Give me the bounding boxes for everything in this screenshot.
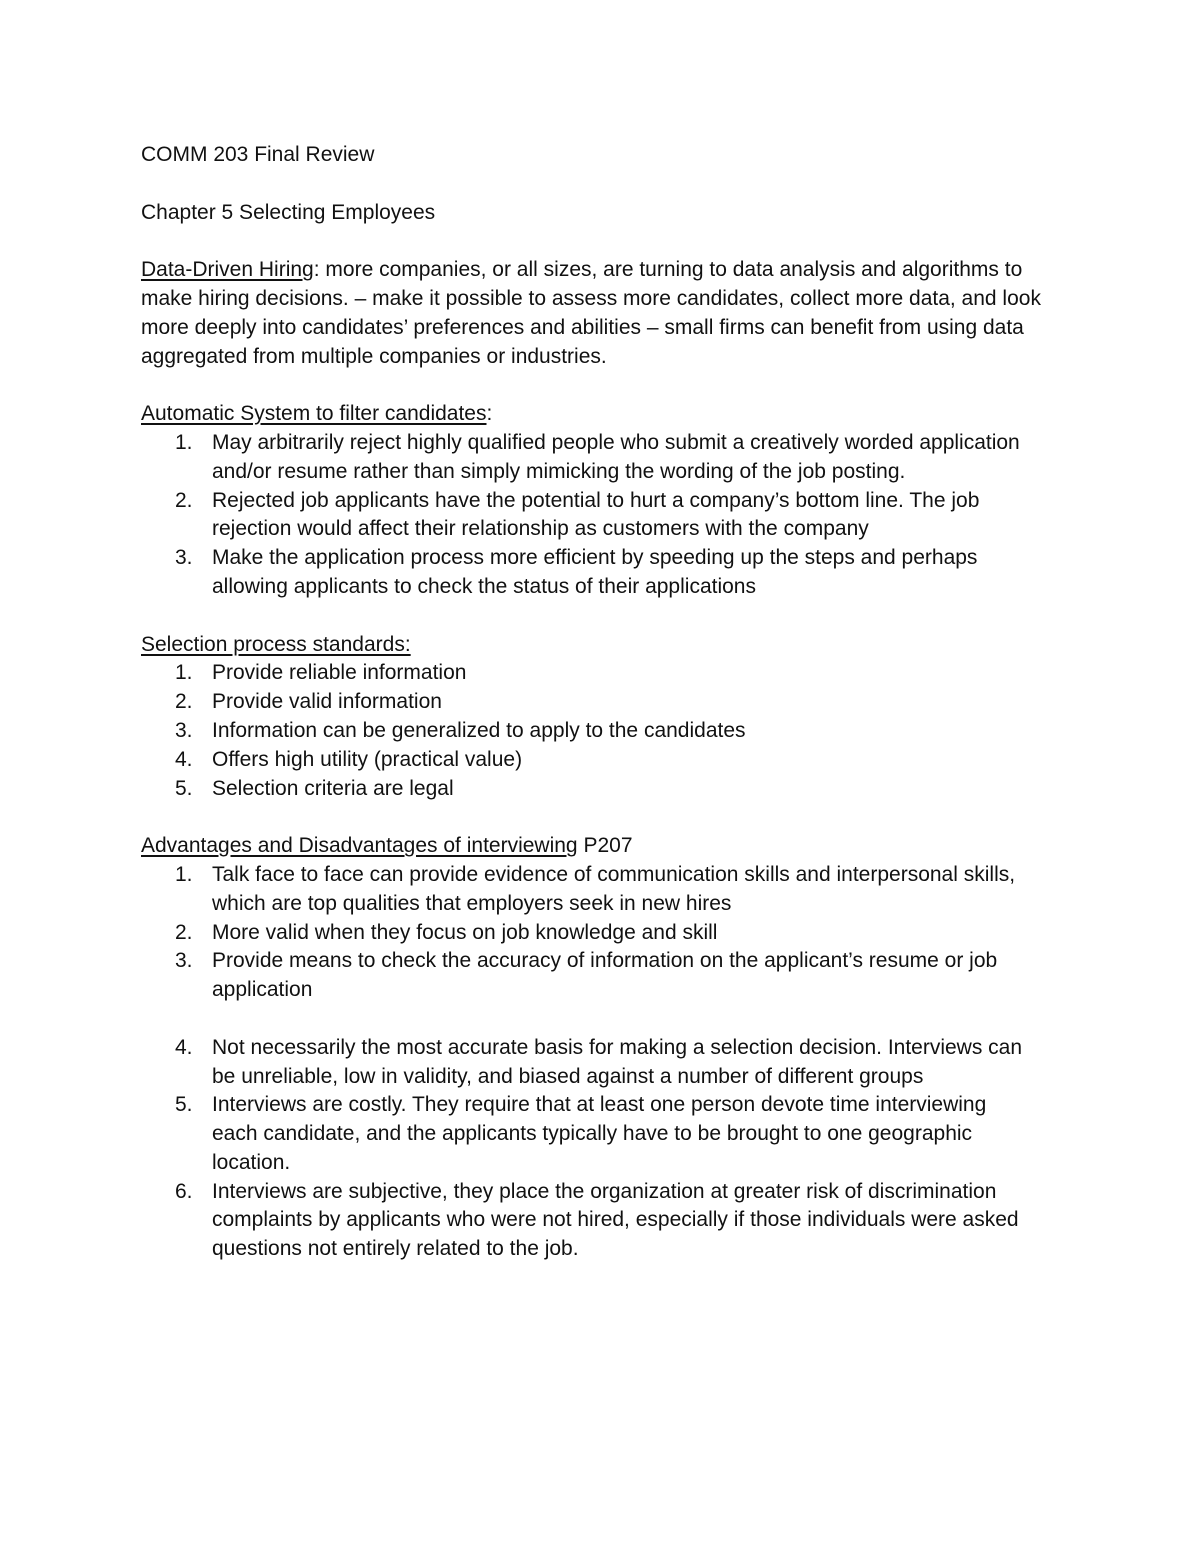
list-item-line: application: [212, 978, 313, 1002]
list-item-line: questions not entirely related to the job.: [212, 1237, 579, 1261]
data-driven-line-4: aggregated from multiple companies or industries.: [141, 344, 607, 368]
data-driven-hiring-section: [141, 256, 1071, 371]
list-item-line: May arbitrarily reject highly qualified people who submit a creatively worded application: [212, 430, 1020, 454]
automatic-system-list: [141, 429, 1071, 602]
list-item-line: More valid when they focus on job knowledge and skill: [212, 920, 718, 944]
list-item-line: which are top qualities that employers seek in new hires: [212, 891, 732, 915]
list-item-line: allowing applicants to check the status of their applications: [212, 574, 756, 598]
selection-standards-heading: Selection process standards:: [141, 632, 411, 656]
list-number: 6.: [175, 1179, 193, 1203]
list-item-line: rejection would affect their relationship as customers with the company: [212, 517, 869, 541]
list-item-line: Offers high utility (practical value): [212, 747, 523, 771]
interviewing-section: [141, 832, 1071, 1264]
data-driven-line-1: [141, 256, 1071, 285]
list-item: [141, 861, 1071, 919]
spacer: [141, 803, 1071, 832]
list-number: 1.: [175, 862, 193, 886]
list-number: 2.: [175, 488, 193, 512]
data-driven-text-1: more companies, or all sizes, are turning to data analysis and algorithms to: [319, 258, 1023, 282]
interviewing-heading: Advantages and Disadvantages of interviewing: [141, 834, 578, 858]
data-driven-line-2: make hiring decisions. – make it possible to assess more candidates, collect more data, and look: [141, 286, 1041, 310]
list-item-line: Not necessarily the most accurate basis for making a selection decision. Interviews can: [212, 1035, 1023, 1059]
list-item: [141, 659, 1071, 688]
list-item: [141, 1034, 1071, 1092]
list-number: 4.: [175, 1035, 193, 1059]
data-driven-line-3: more deeply into candidates’ preferences and abilities – small firms can benefit from using data: [141, 315, 1024, 339]
list-item-line: location.: [212, 1150, 291, 1174]
list-item: [141, 1178, 1071, 1264]
list-number: 2.: [175, 690, 193, 714]
list-number: 5.: [175, 1093, 193, 1117]
interviewing-page-ref: P207: [577, 834, 633, 858]
list-item-line: Provide reliable information: [212, 661, 467, 685]
list-item-line: Provide means to check the accuracy of information on the applicant’s resume or job: [212, 949, 998, 973]
list-item-line: each candidate, and the applicants typically have to be brought to one geographic: [212, 1122, 973, 1146]
list-item-line: Information can be generalized to apply to the candidates: [212, 718, 746, 742]
list-item: [141, 487, 1071, 545]
document-page: [141, 141, 1071, 1264]
list-item-line: and/or resume rather than simply mimicking the wording of the job posting.: [212, 459, 906, 483]
interviewing-list: [141, 861, 1071, 1264]
list-item-line: Provide valid information: [212, 690, 442, 714]
selection-standards-heading-line: [141, 631, 1071, 660]
list-item-line: be unreliable, low in validity, and biased against a number of different groups: [212, 1064, 924, 1088]
list-number: 4.: [175, 747, 193, 771]
list-item-line: Rejected job applicants have the potential to hurt a company’s bottom line. The job: [212, 488, 980, 512]
list-number: 5.: [175, 776, 193, 800]
list-item-line: Interviews are subjective, they place the organization at greater risk of discrimination: [212, 1179, 997, 1203]
list-item: [141, 688, 1071, 717]
list-item: [141, 544, 1071, 602]
list-item: [141, 947, 1071, 1005]
spacer: [141, 371, 1071, 400]
list-number: 3.: [175, 546, 193, 570]
data-driven-heading: Data-Driven Hiring: [141, 258, 314, 282]
list-item: [141, 775, 1071, 804]
automatic-system-heading-line: [141, 400, 1071, 429]
selection-standards-list: [141, 659, 1071, 803]
document-title: COMM 203 Final Review: [141, 143, 375, 166]
selection-standards-section: [141, 631, 1071, 804]
list-number: 1.: [175, 661, 193, 685]
spacer: [141, 170, 1071, 199]
list-item: [141, 429, 1071, 487]
list-item-line: Talk face to face can provide evidence of communication skills and interpersonal skills,: [212, 862, 1016, 886]
automatic-system-colon: :: [486, 402, 493, 426]
list-number: 2.: [175, 920, 193, 944]
list-item: [141, 746, 1071, 775]
data-driven-colon: :: [313, 258, 320, 282]
automatic-system-section: [141, 400, 1071, 602]
list-number: 3.: [175, 949, 193, 973]
list-item: [141, 717, 1071, 746]
spacer: [141, 602, 1071, 631]
list-item: [141, 919, 1071, 948]
list-item-line: Selection criteria are legal: [212, 776, 454, 800]
list-number: 1.: [175, 430, 193, 454]
list-item-line: Make the application process more efficient by speeding up the steps and perhaps: [212, 546, 978, 570]
list-number: 3.: [175, 718, 193, 742]
list-item-line: complaints by applicants who were not hired, especially if those individuals were asked: [212, 1208, 1019, 1232]
chapter-title: Chapter 5 Selecting Employees: [141, 200, 436, 224]
automatic-system-heading: Automatic System to filter candidates: [141, 402, 487, 426]
list-item: [141, 1091, 1071, 1177]
list-item-line: Interviews are costly. They require that at least one person devote time interviewing: [212, 1093, 987, 1117]
interviewing-heading-line: [141, 832, 1071, 861]
spacer: [141, 227, 1071, 256]
